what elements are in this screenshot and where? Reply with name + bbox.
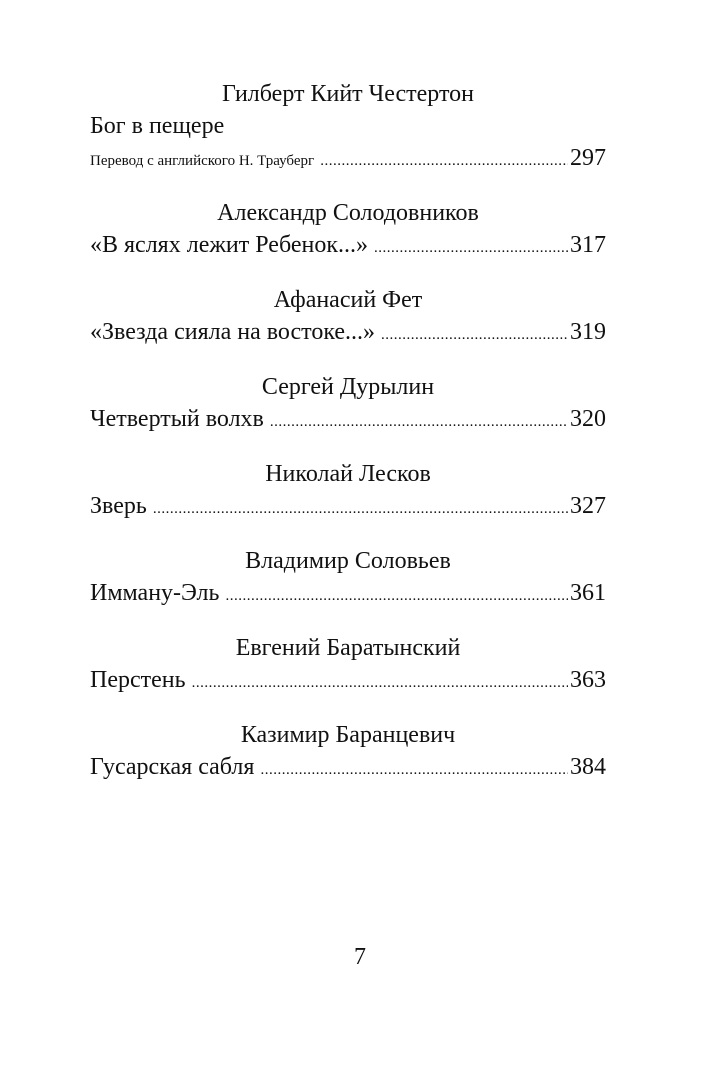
toc-page-number: 319 [570, 319, 606, 345]
toc-title: Гусарская сабля [90, 754, 255, 780]
toc-entry-solodovnikov [90, 197, 606, 261]
toc-line [90, 577, 606, 609]
toc-entry-barantsevich [90, 719, 606, 783]
toc-page-number: 361 [570, 580, 606, 606]
toc-line [90, 751, 606, 783]
toc-title: Бог в пещере [90, 113, 225, 139]
toc-title: Перстень [90, 667, 186, 693]
toc-author: Владимир Соловьев [245, 548, 451, 574]
toc-line [90, 490, 606, 522]
toc-author: Евгений Баратынский [235, 635, 461, 661]
dot-leader [192, 667, 568, 699]
dot-leader [225, 580, 568, 612]
toc-page-number: 320 [570, 406, 606, 432]
toc-title: «В яслях лежит Ребенок...» [90, 232, 368, 258]
toc-author: Сергей Дурылин [261, 374, 435, 400]
toc-line [90, 229, 606, 261]
dot-leader [320, 145, 568, 177]
toc-entry-solovyov [90, 545, 606, 609]
toc-line [90, 142, 606, 174]
toc-author: Александр Солодовников [217, 200, 479, 226]
page-number: 7 [354, 944, 366, 970]
toc-title: «Звезда сияла на востоке...» [90, 319, 376, 345]
dot-leader [153, 493, 568, 525]
toc-title: Имману-Эль [90, 580, 220, 606]
toc-author: Николай Лесков [265, 461, 431, 487]
toc-entry-durylin [90, 371, 606, 435]
toc-entry-leskov [90, 458, 606, 522]
toc-page-number: 363 [570, 667, 606, 693]
toc-author: Гилберт Кийт Честертон [221, 81, 475, 107]
dot-leader [260, 754, 568, 786]
toc-line [90, 403, 606, 435]
table-of-contents [90, 78, 606, 783]
dot-leader [381, 319, 568, 351]
toc-line [90, 316, 606, 348]
toc-entry-baratynsky [90, 632, 606, 696]
toc-page-number: 317 [570, 232, 606, 258]
toc-page-number: 327 [570, 493, 606, 519]
toc-subtitle: Перевод с английского Н. Трауберг [90, 153, 315, 169]
toc-title: Зверь [90, 493, 147, 519]
toc-entry-chesterton [90, 78, 606, 174]
toc-entry-fet [90, 284, 606, 348]
dot-leader [270, 406, 568, 438]
toc-page-number: 297 [570, 145, 606, 171]
toc-line [90, 664, 606, 696]
toc-page-number: 384 [570, 754, 606, 780]
toc-author: Казимир Баранцевич [240, 722, 456, 748]
toc-title: Четвертый волхв [90, 406, 264, 432]
dot-leader [374, 232, 568, 264]
toc-author: Афанасий Фет [273, 287, 423, 313]
